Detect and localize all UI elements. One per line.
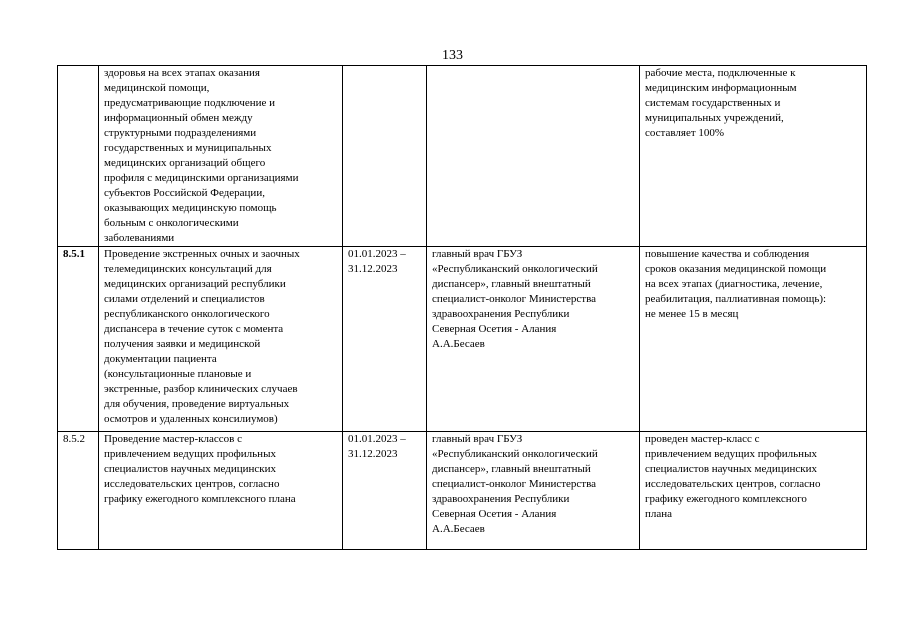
row-number: 8.5.2	[58, 432, 99, 550]
table-row	[58, 247, 867, 432]
activity-cell: здоровья на всех этапах оказания медицинской помощи, предусматривающие подключение и информационный обмен между структурными подразделениями государственных и муниципальных медицинских организаций общего профиля с медицинскими организациями субъектов Российской Федерации, оказывающих медицинскую помощь больным с онкологическими заболеваниями	[99, 66, 343, 247]
row-number: 8.5.1	[58, 247, 99, 432]
result-cell: проведен мастер-класс с привлечением ведущих профильных специалистов научных медицинских исследовательских центров, согласно графику ежегодного комплексного плана	[640, 432, 867, 550]
plan-table	[57, 65, 867, 550]
activity-cell: Проведение экстренных очных и заочных телемедицинских консультаций для медицинских организаций республики силами отделений и специалистов республиканского онкологического диспансера в течение суток с момента получения заявки и медицинской документации пациента (консультационные плановые и экстренные, разбор клинических случаев для обучения, проведение виртуальных осмотров и удаленных консилиумов)	[99, 247, 343, 432]
period-cell: 01.01.2023 – 31.12.2023	[343, 247, 427, 432]
page-number: 133	[442, 48, 463, 63]
responsible-cell: главный врач ГБУЗ «Республиканский онкологический диспансер», главный внештатный специалист-онколог Министерства здравоохранения Республики Северная Осетия - Алания А.А.Бесаев	[427, 247, 640, 432]
responsible-cell: главный врач ГБУЗ «Республиканский онкологический диспансер», главный внештатный специалист-онколог Министерства здравоохранения Республики Северная Осетия - Алания А.А.Бесаев	[427, 432, 640, 550]
responsible-cell	[427, 66, 640, 247]
period-cell	[343, 66, 427, 247]
activity-cell: Проведение мастер-классов с привлечением ведущих профильных специалистов научных медицинских исследовательских центров, согласно графику ежегодного комплексного плана	[99, 432, 343, 550]
row-number	[58, 66, 99, 247]
result-cell: рабочие места, подключенные к медицинским информационным системам государственных и муниципальных учреждений, составляет 100%	[640, 66, 867, 247]
table-row	[58, 66, 867, 247]
result-cell: повышение качества и соблюдения сроков оказания медицинской помощи на всех этапах (диагностика, лечение, реабилитация, паллиативная помощь): не менее 15 в месяц	[640, 247, 867, 432]
period-cell: 01.01.2023 – 31.12.2023	[343, 432, 427, 550]
table-row	[58, 432, 867, 550]
